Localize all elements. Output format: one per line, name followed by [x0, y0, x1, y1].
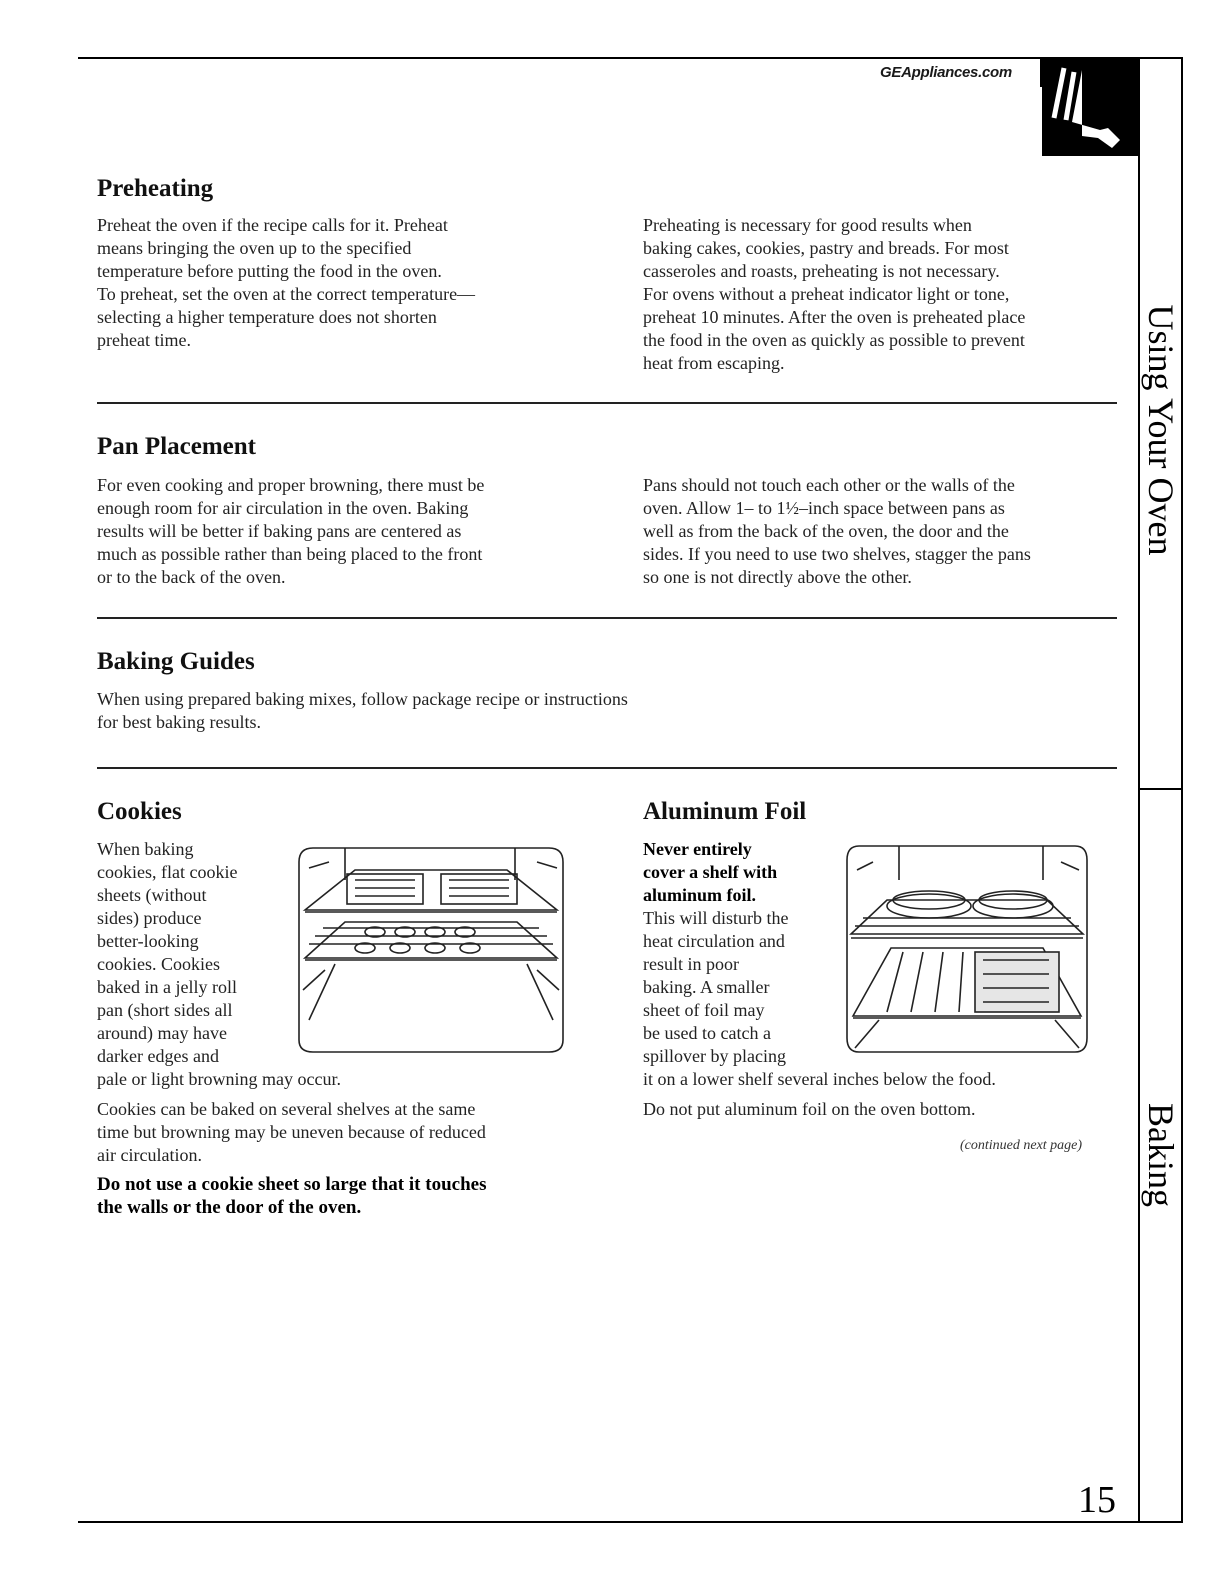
- side-tab-using-your-oven[interactable]: [1140, 230, 1182, 630]
- side-tab-baking[interactable]: [1140, 1080, 1182, 1230]
- preheating-right-text: Preheating is necessary for good results when baking cakes, cookies, pastry and breads. For most casseroles and roasts, preheating is not necessary. For ovens without a preheat indicator light or tone, preheat 10 minutes. After the oven is preheated place the food in the oven as quickly as possible to prevent heat from escaping.: [643, 215, 1026, 373]
- top-rule: [78, 57, 1183, 59]
- baking-guides-heading: Baking Guides: [97, 648, 255, 675]
- oven-pies-foil-illustration: [843, 840, 1091, 1055]
- aluminum-foil-paragraph-2: Do not put aluminum foil on the oven bottom.: [643, 1099, 976, 1119]
- section-divider: [97, 767, 1117, 769]
- tab-divider: [1138, 788, 1183, 790]
- continued-note: (continued next page): [960, 1138, 1083, 1153]
- bottom-rule: [78, 1521, 1183, 1523]
- page-number: 15: [1078, 1479, 1116, 1521]
- baking-guides-text: When using prepared baking mixes, follow package recipe or instructions for best baking results.: [97, 689, 628, 732]
- cookies-heading: Cookies: [97, 798, 182, 825]
- section-divider: [97, 402, 1117, 404]
- cookies-warning: Do not use a cookie sheet so large that it touches the walls or the door of the oven.: [97, 1174, 487, 1218]
- aluminum-foil-wrap-text: Never entirely cover a shelf with aluminum foil. This will disturb the heat circulation and result in poor baking. A smaller sheet of foil may be used to catch a spillover by placing it on a lower shelf several inches below the food.: [643, 839, 996, 1089]
- site-url[interactable]: GEAppliances.com: [880, 64, 1012, 81]
- section-divider: [97, 617, 1117, 619]
- aluminum-foil-heading: Aluminum Foil: [643, 798, 807, 825]
- cookies-paragraph-2: Cookies can be baked on several shelves at the same time but browning may be uneven because of reduced air circulation.: [97, 1099, 486, 1165]
- preheating-heading: Preheating: [97, 175, 214, 202]
- preheating-left-text: Preheat the oven if the recipe calls for it. Preheat means bringing the oven up to the specified temperature before putting the food in the oven. To preheat, set the oven at the correct temperature— selecting a higher temperature does not shorten preheat time.: [97, 215, 476, 350]
- cookies-wrap-text: When baking cookies, flat cookie sheets (without sides) produce better-looking cookies. Cookies baked in a jelly roll pan (short sides all around) may have darker edges and pale or light browning may occur.: [97, 839, 341, 1089]
- pan-placement-heading: Pan Placement: [97, 433, 256, 460]
- oven-cookie-sheets-illustration: [295, 840, 567, 1055]
- side-tab-label: Baking: [1141, 1103, 1181, 1207]
- side-tab-label: Using Your Oven: [1141, 304, 1181, 556]
- pan-placement-right-text: Pans should not touch each other or the walls of the oven. Allow 1– to 1½–inch space between pans as well as from the back of the oven, the door and the sides. If you need to use two shelves, stagger the pans so one is not directly above the other.: [643, 475, 1031, 587]
- pan-placement-left-text: For even cooking and proper browning, there must be enough room for air circulation in the oven. Baking results will be better if baking pans are centered as much as possible rather than being placed to the front or to the back of the oven.: [97, 475, 485, 587]
- ge-hand-logo-icon: [1042, 58, 1140, 156]
